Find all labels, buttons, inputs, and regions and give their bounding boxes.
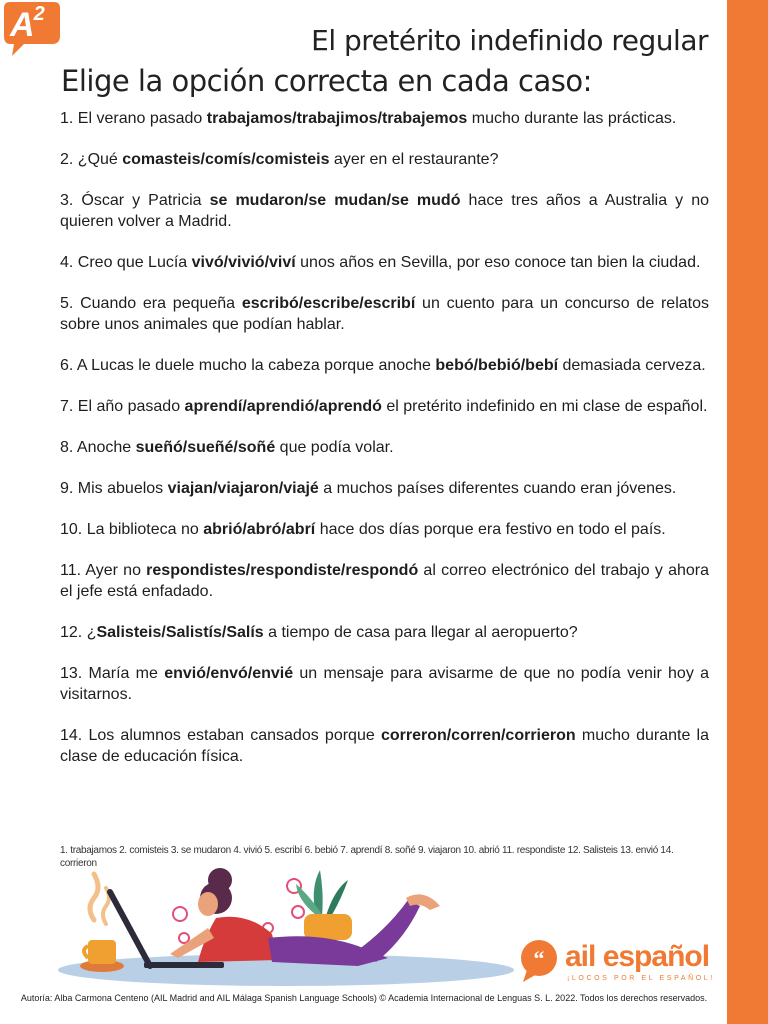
exercise-options: se mudaron/se mudan/se mudó [209, 192, 461, 209]
exercise-text: mucho durante las prácticas. [467, 110, 677, 127]
woman-laptop-illustration [58, 858, 528, 988]
exercise-item [60, 252, 709, 273]
woman-figure [170, 868, 440, 966]
svg-text:“: “ [533, 946, 545, 971]
exercise-text: a muchos países diferentes cuando eran jóvenes. [318, 480, 677, 497]
exercise-item [60, 355, 709, 376]
ail-logo-icon [517, 938, 563, 984]
exercise-text: 4. Creo que Lucía [60, 254, 192, 271]
exercise-options: bebó/bebió/bebí [435, 357, 559, 374]
exercise-item [60, 149, 709, 170]
level-badge-text: $A^2$ [10, 2, 44, 44]
logo-text: ail español [565, 940, 710, 973]
exercise-options: aprendí/aprendió/aprendó [184, 398, 382, 415]
exercise-text: 6. A Lucas le duele mucho la cabeza porque anoche [60, 357, 436, 374]
exercise-text: mucho durante la clase de educación física. [60, 727, 709, 765]
exercise-text: un cuento para un concurso de relatos sobre unos animales que podían hablar. [60, 295, 709, 333]
exercise-text: 3. Óscar y Patricia [60, 192, 210, 209]
exercise-item [60, 396, 709, 417]
exercise-options: Salisteis/Salistís/Salís [96, 624, 264, 641]
exercise-item [60, 560, 709, 602]
exercise-item [60, 293, 709, 335]
exercise-text: 8. Anoche [60, 439, 136, 456]
exercise-item [60, 725, 709, 767]
exercise-item [60, 437, 709, 458]
exercise-text: 11. Ayer no [60, 562, 147, 579]
exercise-text: 2. ¿Qué [60, 151, 123, 168]
plant-icon [296, 870, 352, 940]
exercise-text: 13. María me [60, 665, 165, 682]
exercise-item [60, 190, 709, 232]
exercise-item [60, 108, 709, 129]
exercise-text: 10. La biblioteca no [60, 521, 204, 538]
exercise-item [60, 622, 709, 643]
side-accent-bar [727, 0, 768, 1024]
exercise-options: envió/envó/envié [164, 665, 294, 682]
exercise-item [60, 478, 709, 499]
exercise-options: viajan/viajaron/viajé [167, 480, 319, 497]
level-badge-icon [2, 0, 62, 58]
exercise-item [60, 519, 709, 540]
exercise-options: escribó/escribe/escribí [241, 295, 416, 312]
exercise-text: el pretérito indefinido en mi clase de español. [381, 398, 708, 415]
footer-credit: Autoría: Alba Carmona Centeno (AIL Madrid and AIL Málaga Spanish Language Schools) © Academia Internacional de Lenguas S. L. 2022. Todos los derechos reservados. [20, 993, 708, 1003]
exercise-text: 7. El año pasado [60, 398, 185, 415]
exercise-options: respondistes/respondiste/respondó [146, 562, 419, 579]
exercise-text: unos años en Sevilla, por eso conoce tan bien la ciudad. [295, 254, 701, 271]
exercise-list [60, 108, 709, 767]
exercise-text: 12. ¿ [60, 624, 97, 641]
exercise-options: trabajamos/trabajimos/trabajemos [206, 110, 468, 127]
exercise-text: 14. Los alumnos estaban cansados porque [60, 727, 381, 744]
steam-icon [90, 874, 109, 924]
answer-key: 1. trabajamos 2. comisteis 3. se mudaron 4. vivió 5. escribí 6. bebió 7. aprendí 8. soñé 9. viajaron 10. abrió 11. respondiste 12. Salisteis 13. envió 14. corrieron [60, 845, 674, 869]
exercise-text: al correo electrónico del trabajo y ahora el jefe está enfadado. [60, 562, 709, 600]
exercise-options: vivó/vivió/viví [191, 254, 296, 271]
ail-logo [517, 938, 717, 988]
exercise-text: 5. Cuando era pequeña [60, 295, 242, 312]
page-title: El pretérito indefinido regular [311, 24, 708, 57]
exercise-text: ayer en el restaurante? [329, 151, 499, 168]
exercise-text: que podía volar. [275, 439, 394, 456]
exercise-options: abrió/abró/abrí [203, 521, 316, 538]
exercise-options: sueñó/sueñé/soñé [135, 439, 276, 456]
exercise-options: comasteis/comís/comisteis [122, 151, 330, 168]
exercise-text: hace tres años a Australia y no quieren volver a Madrid. [60, 192, 709, 230]
exercise-text: 1. El verano pasado [60, 110, 207, 127]
coffee-cup-icon [80, 940, 124, 972]
exercise-text: un mensaje para avisarme de que no podía venir hoy a visitarnos. [60, 665, 710, 703]
exercise-text: demasiada cerveza. [558, 357, 706, 374]
exercise-text: hace dos días porque era festivo en todo el país. [315, 521, 666, 538]
instruction-heading: Elige la opción correcta en cada caso: [61, 64, 592, 98]
logo-slogan: ¡LOCOS POR EL ESPAÑOL! [567, 975, 715, 982]
exercise-options: correron/corren/corrieron [380, 727, 576, 744]
exercise-item [60, 663, 709, 705]
exercise-text: 9. Mis abuelos [60, 480, 168, 497]
exercise-text: a tiempo de casa para llegar al aeropuerto? [263, 624, 578, 641]
